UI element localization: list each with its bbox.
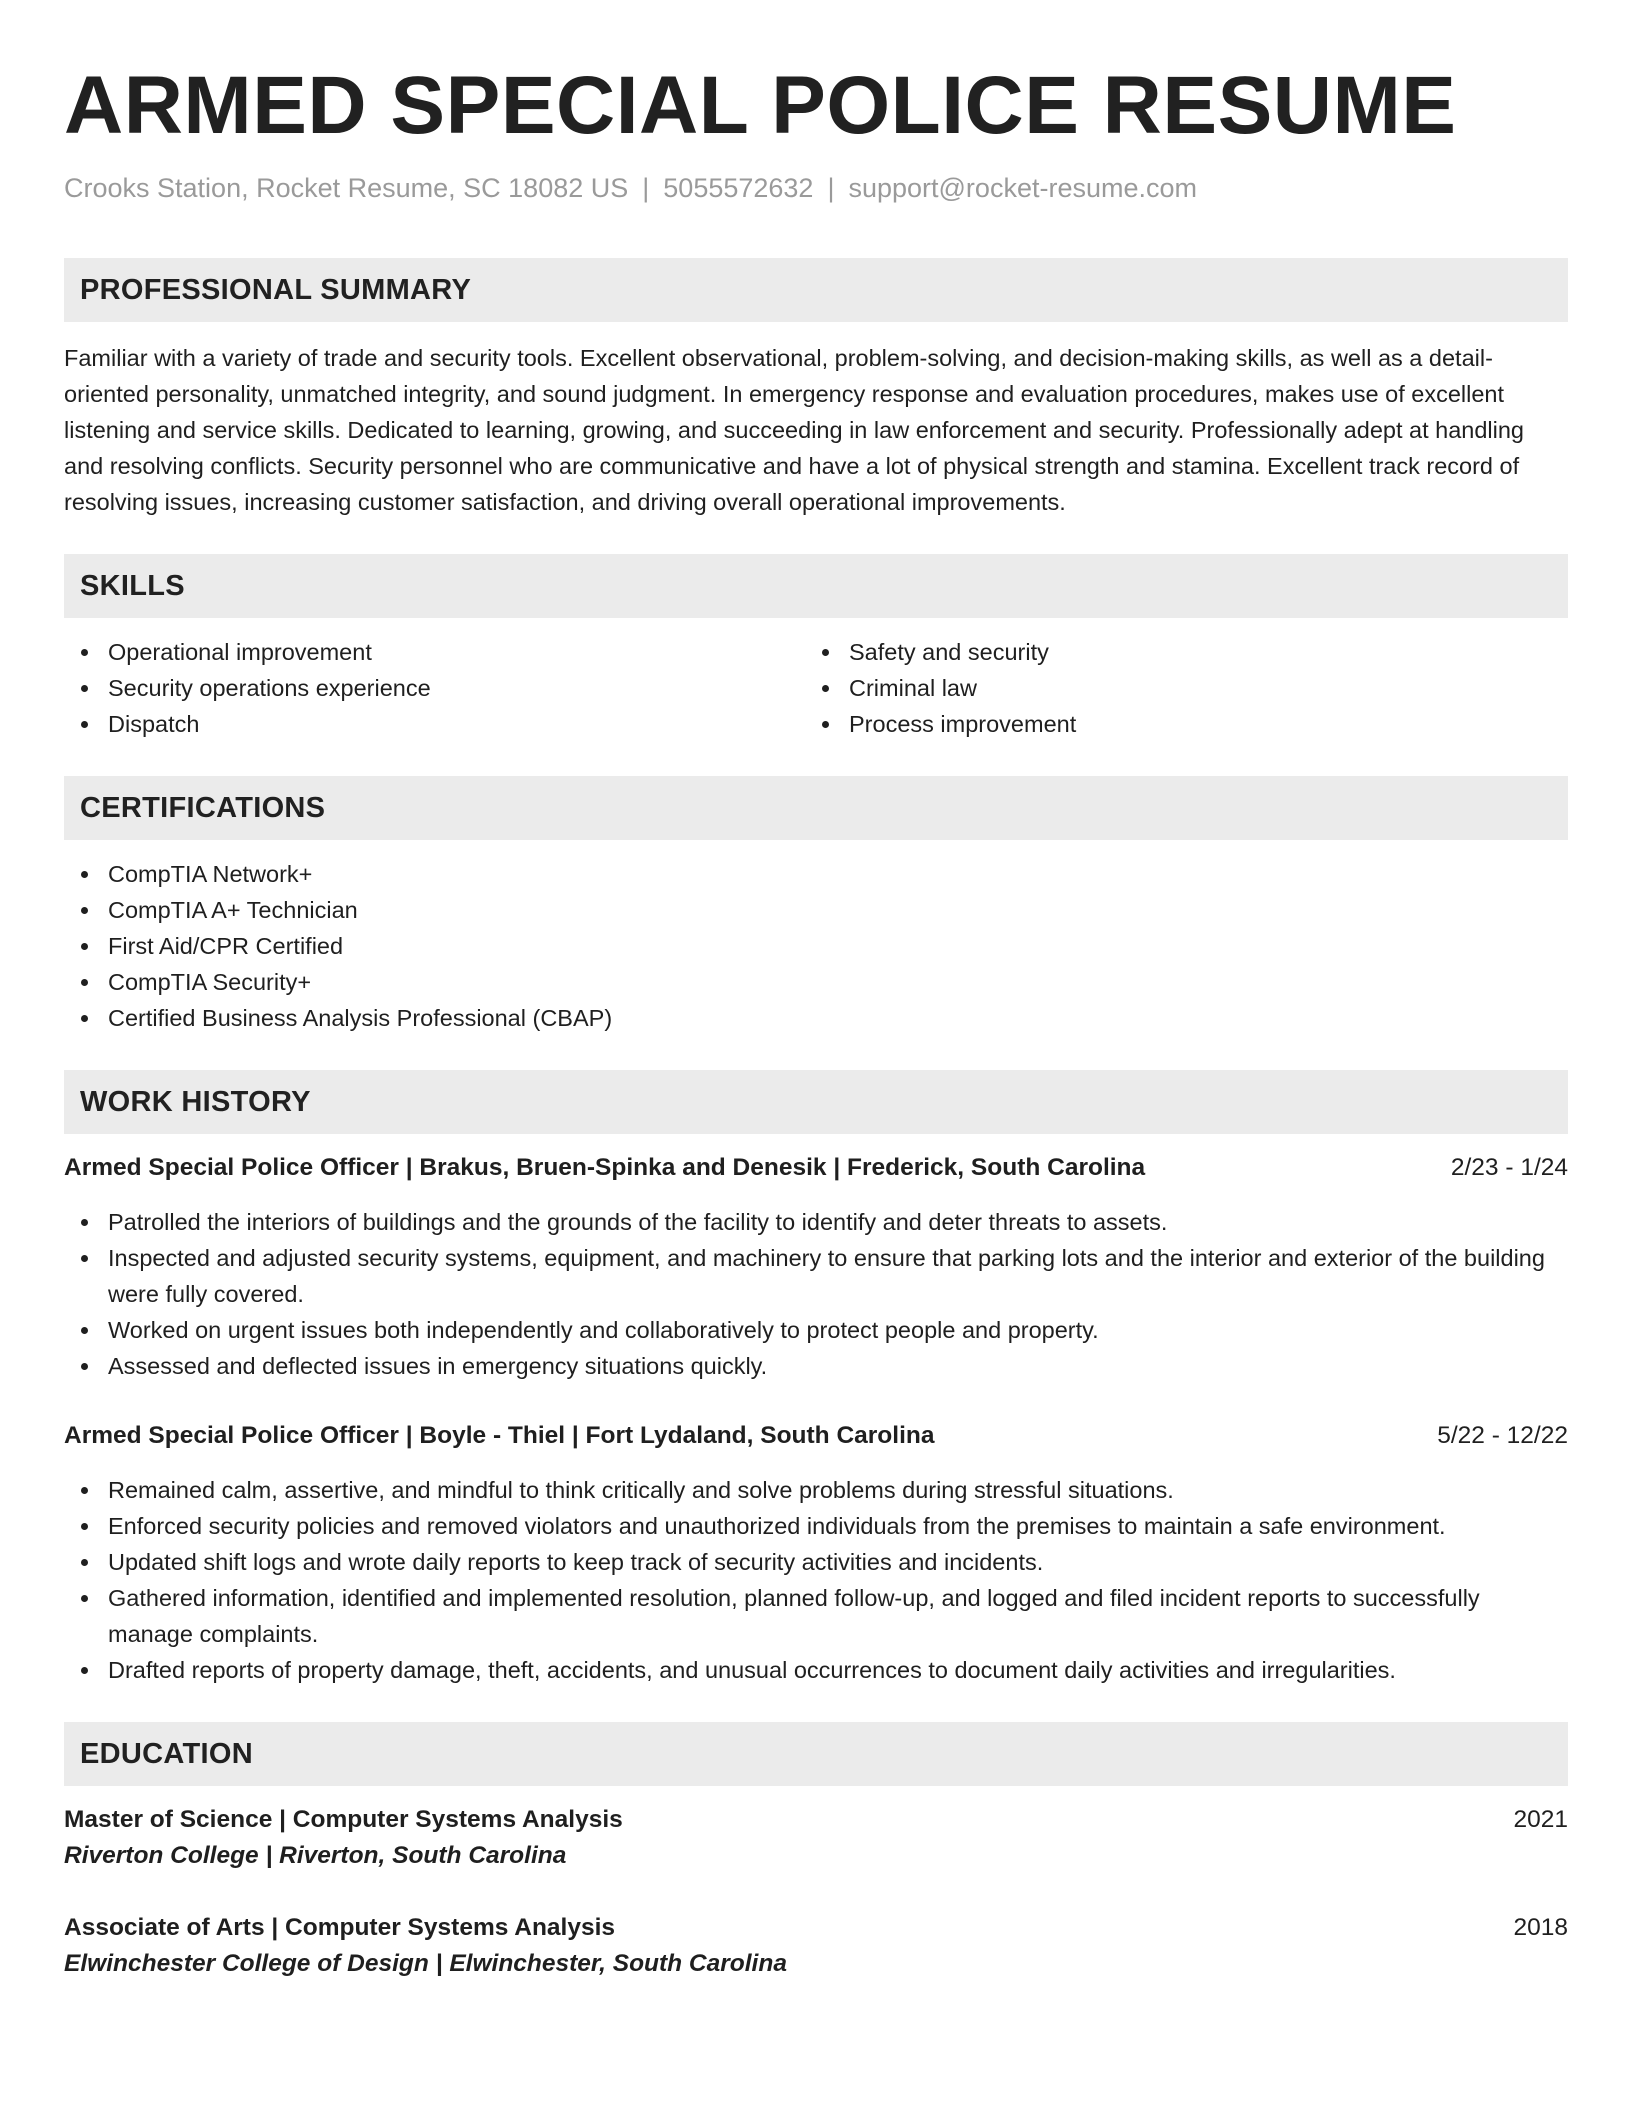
education-school: Elwinchester College of Design | Elwinchester, South Carolina xyxy=(64,1950,787,1977)
skill-item: Process improvement xyxy=(805,706,1546,742)
job-bullet: Remained calm, assertive, and mindful to think critically and solve problems during stressful situations. xyxy=(64,1472,1568,1508)
certifications-list xyxy=(64,856,1568,1036)
section-header-work-history: WORK HISTORY xyxy=(64,1070,1568,1134)
job-heading-row xyxy=(64,1150,1568,1186)
education-entry xyxy=(64,1910,1568,1982)
contact-address: Crooks Station, Rocket Resume, SC 18082 US xyxy=(64,173,629,203)
education-entry xyxy=(64,1802,1568,1874)
skill-item: Security operations experience xyxy=(64,670,805,706)
job-heading: Armed Special Police Officer | Brakus, Bruen-Spinka and Denesik | Frederick, South Carolina xyxy=(64,1154,1146,1181)
skill-item: Safety and security xyxy=(805,634,1546,670)
job-bullet: Gathered information, identified and implemented resolution, planned follow-up, and logged and filed incident reports to successfully manage complaints. xyxy=(64,1580,1568,1652)
job-bullet: Drafted reports of property damage, theft, accidents, and unusual occurrences to document daily activities and irregularities. xyxy=(64,1652,1568,1688)
skill-item: Criminal law xyxy=(805,670,1546,706)
certification-item: Certified Business Analysis Professional (CBAP) xyxy=(64,1000,1568,1036)
job-heading: Armed Special Police Officer | Boyle - Thiel | Fort Lydaland, South Carolina xyxy=(64,1422,935,1449)
certification-item: CompTIA Security+ xyxy=(64,964,1568,1000)
section-header-certifications: CERTIFICATIONS xyxy=(64,776,1568,840)
contact-email: support@rocket-resume.com xyxy=(848,173,1197,203)
education-year: 2021 xyxy=(1513,1806,1568,1833)
section-header-skills: SKILLS xyxy=(64,554,1568,618)
job-heading-row xyxy=(64,1418,1568,1454)
certification-item: First Aid/CPR Certified xyxy=(64,928,1568,964)
education-degree: Associate of Arts | Computer Systems Analysis xyxy=(64,1914,616,1941)
job-bullet: Updated shift logs and wrote daily reports to keep track of security activities and incidents. xyxy=(64,1544,1568,1580)
education-school: Riverton College | Riverton, South Carolina xyxy=(64,1842,567,1869)
education-year: 2018 xyxy=(1513,1914,1568,1941)
skills-grid xyxy=(64,634,1568,742)
job-bullets xyxy=(64,1472,1568,1688)
contact-phone: 5055572632 xyxy=(663,173,814,203)
summary-text: Familiar with a variety of trade and security tools. Excellent observational, problem-solving, and decision-making skills, as well as a detail-oriented personality, unmatched integrity, and sound judgment. In emergency response and evaluation procedures, makes use of excellent listening and service skills. Dedicated to learning, growing, and succeeding in law enforcement and security. Professionally adept at handling and resolving conflicts. Security personnel who are communicative and have a lot of physical strength and stamina. Excellent track record of resolving issues, increasing customer satisfaction, and driving overall operational improvements. xyxy=(64,345,1525,515)
resume-title: ARMED SPECIAL POLICE RESUME xyxy=(64,60,1457,151)
education-degree: Master of Science | Computer Systems Analysis xyxy=(64,1806,623,1833)
certification-item: CompTIA A+ Technician xyxy=(64,892,1568,928)
job-bullet: Worked on urgent issues both independently and collaboratively to protect people and property. xyxy=(64,1312,1568,1348)
skills-list-left xyxy=(64,634,805,742)
education-heading-row xyxy=(64,1910,1568,1946)
certification-item: CompTIA Network+ xyxy=(64,856,1568,892)
skill-item: Dispatch xyxy=(64,706,805,742)
job-entry xyxy=(64,1418,1568,1688)
job-bullets xyxy=(64,1204,1568,1384)
section-header-education: EDUCATION xyxy=(64,1722,1568,1786)
job-bullet: Assessed and deflected issues in emergency situations quickly. xyxy=(64,1348,1568,1384)
skill-item: Operational improvement xyxy=(64,634,805,670)
contact-line xyxy=(64,170,1568,206)
contact-separator: | xyxy=(642,173,650,203)
job-entry xyxy=(64,1150,1568,1384)
job-bullet: Inspected and adjusted security systems, equipment, and machinery to ensure that parking lots and the interior and exterior of the building were fully covered. xyxy=(64,1240,1568,1312)
skills-list-right xyxy=(805,634,1546,742)
job-dates: 5/22 - 12/22 xyxy=(1437,1422,1568,1449)
education-heading-row xyxy=(64,1802,1568,1838)
job-bullet: Patrolled the interiors of buildings and the grounds of the facility to identify and deter threats to assets. xyxy=(64,1204,1568,1240)
job-dates: 2/23 - 1/24 xyxy=(1450,1154,1568,1181)
job-bullet: Enforced security policies and removed violators and unauthorized individuals from the premises to maintain a safe environment. xyxy=(64,1508,1568,1544)
contact-separator: | xyxy=(827,173,835,203)
section-header-summary: PROFESSIONAL SUMMARY xyxy=(64,258,1568,322)
